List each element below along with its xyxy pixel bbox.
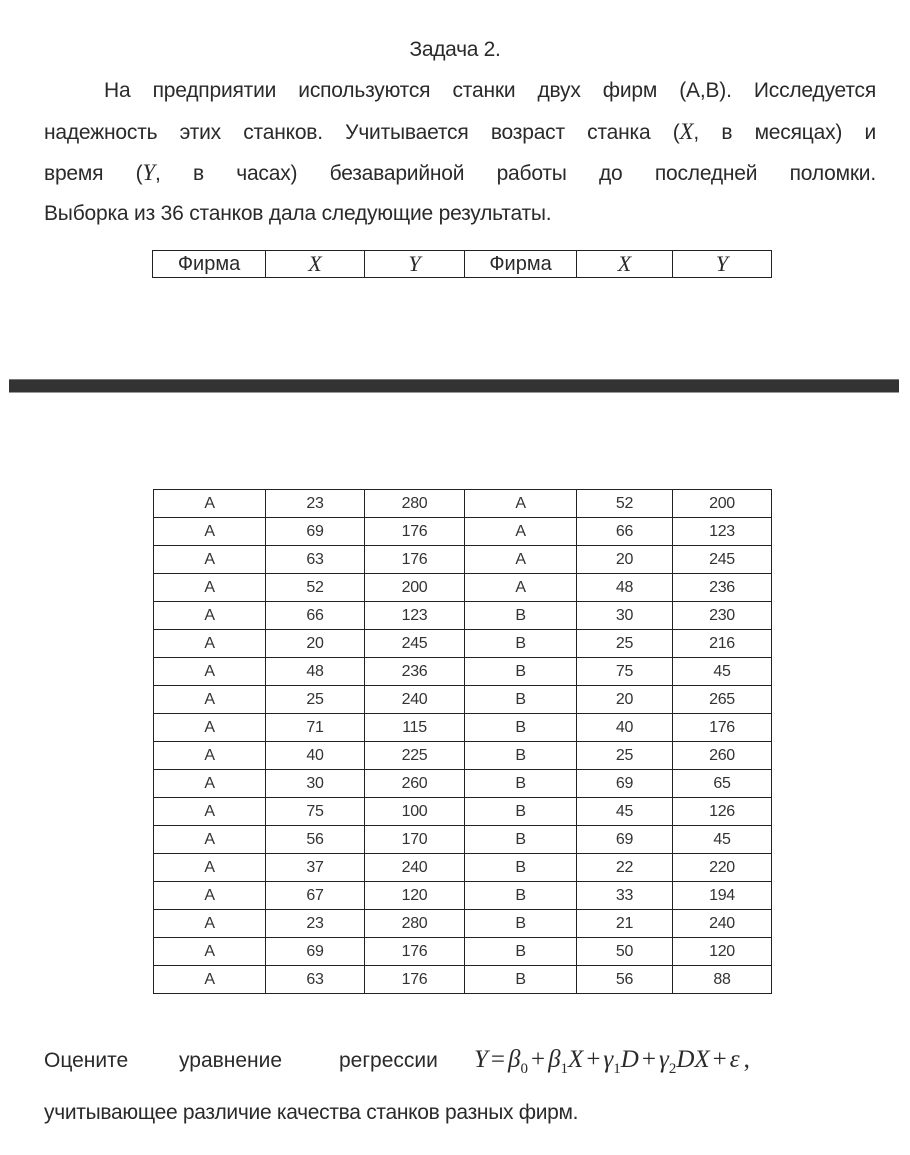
cell-x-2: 56 (577, 966, 673, 994)
header-x-1: X (266, 251, 365, 278)
table-row (154, 826, 772, 854)
cell-y-2: 200 (673, 490, 772, 518)
cell-y-1: 176 (365, 938, 465, 966)
cell-y-2: 236 (673, 574, 772, 602)
task-word-1: Оцените (44, 1049, 129, 1072)
data-table (153, 489, 772, 994)
cell-x-1: 71 (266, 714, 365, 742)
cell-x-1: 30 (266, 770, 365, 798)
table-row (154, 910, 772, 938)
regression-formula (474, 1046, 750, 1078)
cell-x-1: 69 (266, 518, 365, 546)
intro-line-1: На предприятии используются станки двух фирм (A,B). Исследуется (104, 79, 876, 102)
header-y-1: Y (365, 251, 465, 278)
cell-y-1: 176 (365, 966, 465, 994)
intro-line-3-a: время ( (44, 162, 143, 185)
table-row (154, 574, 772, 602)
formula-eq: = (490, 1046, 506, 1073)
task-line (44, 1046, 876, 1078)
cell-y-1: 260 (365, 770, 465, 798)
cell-firm-2: B (465, 938, 577, 966)
formula-d: D (620, 1046, 639, 1073)
separator-bar (9, 379, 899, 393)
cell-firm-1: A (154, 882, 266, 910)
intro-line-3-b: , в часах) безаварийной работы до последней поломки. (155, 162, 876, 185)
cell-x-2: 75 (577, 658, 673, 686)
cell-x-1: 48 (266, 658, 365, 686)
table-row (154, 518, 772, 546)
cell-y-1: 100 (365, 798, 465, 826)
header-x-2: X (577, 251, 673, 278)
intro-line-3 (44, 152, 876, 193)
formula-plus-4: + (712, 1046, 727, 1073)
cell-firm-2: B (465, 798, 577, 826)
cell-x-1: 37 (266, 854, 365, 882)
cell-x-2: 66 (577, 518, 673, 546)
header-y-2: Y (673, 251, 772, 278)
cell-y-2: 65 (673, 770, 772, 798)
cell-y-1: 240 (365, 686, 465, 714)
cell-y-1: 120 (365, 882, 465, 910)
cell-y-2: 45 (673, 658, 772, 686)
cell-x-1: 63 (266, 546, 365, 574)
cell-y-2: 240 (673, 910, 772, 938)
cell-firm-2: B (465, 854, 577, 882)
cell-x-1: 66 (266, 602, 365, 630)
formula-gamma1: γ (603, 1046, 614, 1073)
cell-x-2: 45 (577, 798, 673, 826)
table-row (154, 742, 772, 770)
cell-firm-1: A (154, 966, 266, 994)
cell-firm-2: B (465, 910, 577, 938)
formula-sub1: 1 (560, 1061, 569, 1077)
cell-firm-1: A (154, 742, 266, 770)
header-firm-2: Фирма (465, 251, 577, 278)
cell-x-1: 25 (266, 686, 365, 714)
formula-plus-3: + (641, 1046, 656, 1073)
cell-x-2: 40 (577, 714, 673, 742)
cell-firm-1: A (154, 770, 266, 798)
cell-y-1: 280 (365, 910, 465, 938)
cell-x-1: 20 (266, 630, 365, 658)
formula-comma: , (743, 1046, 750, 1073)
table-row (154, 546, 772, 574)
task-word-2: уравнение (179, 1049, 283, 1072)
cell-y-2: 88 (673, 966, 772, 994)
table-row (154, 630, 772, 658)
cell-x-2: 69 (577, 826, 673, 854)
formula-sub0: 0 (520, 1061, 528, 1077)
cell-x-1: 52 (266, 574, 365, 602)
cell-firm-2: B (465, 882, 577, 910)
cell-y-1: 123 (365, 602, 465, 630)
cell-firm-2: A (465, 574, 577, 602)
var-y: Y (142, 160, 156, 185)
formula-sub2: 2 (668, 1061, 677, 1077)
cell-y-1: 280 (365, 490, 465, 518)
cell-x-2: 25 (577, 742, 673, 770)
cell-x-1: 69 (266, 938, 365, 966)
cell-x-2: 20 (577, 686, 673, 714)
task-word-3: регрессии (339, 1049, 438, 1072)
cell-firm-1: A (154, 574, 266, 602)
cell-x-1: 75 (266, 798, 365, 826)
formula-plus-1: + (530, 1046, 546, 1073)
cell-firm-1: A (154, 546, 266, 574)
cell-y-1: 245 (365, 630, 465, 658)
cell-y-1: 225 (365, 742, 465, 770)
table-row (154, 658, 772, 686)
cell-y-2: 216 (673, 630, 772, 658)
cell-y-1: 176 (365, 546, 465, 574)
intro-line-2 (44, 111, 876, 152)
table-row (154, 770, 772, 798)
formula-gamma2: γ (658, 1046, 669, 1073)
formula-dx: DX (676, 1046, 710, 1073)
cell-y-1: 176 (365, 518, 465, 546)
intro-line-2-a: надежность этих станков. Учитывается возраст станка ( (44, 121, 680, 144)
cell-firm-1: A (154, 658, 266, 686)
cell-firm-1: A (154, 826, 266, 854)
cell-x-2: 25 (577, 630, 673, 658)
intro-line-4: Выборка из 36 станков дала следующие результаты. (44, 202, 552, 225)
formula-beta1: β (548, 1046, 561, 1073)
cell-firm-1: A (154, 854, 266, 882)
formula-y: Y (474, 1046, 488, 1073)
intro-line-2-b: , в месяцах) и (693, 121, 876, 144)
cell-firm-2: B (465, 742, 577, 770)
formula-beta0: β (508, 1046, 521, 1073)
cell-x-2: 20 (577, 546, 673, 574)
cell-y-1: 170 (365, 826, 465, 854)
cell-y-2: 230 (673, 602, 772, 630)
cell-y-2: 194 (673, 882, 772, 910)
cell-firm-1: A (154, 630, 266, 658)
header-row (153, 251, 772, 278)
cell-x-2: 48 (577, 574, 673, 602)
cell-x-2: 21 (577, 910, 673, 938)
cell-x-1: 23 (266, 490, 365, 518)
table-row (154, 938, 772, 966)
cell-firm-2: A (465, 490, 577, 518)
cell-x-2: 50 (577, 938, 673, 966)
cell-y-2: 265 (673, 686, 772, 714)
table-row (154, 798, 772, 826)
table-row (154, 854, 772, 882)
cell-firm-1: A (154, 490, 266, 518)
var-x: X (679, 119, 694, 144)
table-row (154, 686, 772, 714)
formula-sub1b: 1 (613, 1061, 621, 1077)
cell-firm-1: A (154, 938, 266, 966)
task-line-2: учитывающее различие качества станков разных фирм. (44, 1101, 579, 1124)
cell-x-2: 30 (577, 602, 673, 630)
cell-firm-2: B (465, 714, 577, 742)
cell-y-2: 45 (673, 826, 772, 854)
cell-y-2: 260 (673, 742, 772, 770)
cell-firm-1: A (154, 686, 266, 714)
cell-x-1: 56 (266, 826, 365, 854)
cell-y-1: 240 (365, 854, 465, 882)
cell-firm-2: B (465, 686, 577, 714)
cell-y-2: 120 (673, 938, 772, 966)
formula-x: X (568, 1046, 584, 1073)
cell-firm-2: B (465, 770, 577, 798)
cell-firm-1: A (154, 798, 266, 826)
cell-firm-1: A (154, 910, 266, 938)
cell-y-2: 126 (673, 798, 772, 826)
cell-x-1: 67 (266, 882, 365, 910)
table-row (154, 882, 772, 910)
cell-firm-1: A (154, 602, 266, 630)
header-firm-1: Фирма (153, 251, 266, 278)
cell-firm-1: A (154, 714, 266, 742)
cell-y-2: 220 (673, 854, 772, 882)
cell-firm-2: B (465, 630, 577, 658)
cell-firm-2: B (465, 658, 577, 686)
table-row (154, 490, 772, 518)
table-row (154, 966, 772, 994)
cell-x-1: 63 (266, 966, 365, 994)
cell-y-2: 245 (673, 546, 772, 574)
cell-y-1: 200 (365, 574, 465, 602)
cell-firm-1: A (154, 518, 266, 546)
task-title: Задача 2. (409, 38, 501, 61)
cell-y-1: 115 (365, 714, 465, 742)
cell-x-2: 52 (577, 490, 673, 518)
cell-firm-2: A (465, 518, 577, 546)
cell-firm-2: B (465, 826, 577, 854)
header-table (152, 250, 772, 278)
intro-paragraph (44, 70, 876, 234)
cell-x-1: 40 (266, 742, 365, 770)
table-row (154, 602, 772, 630)
cell-x-1: 23 (266, 910, 365, 938)
cell-x-2: 33 (577, 882, 673, 910)
table-row (154, 714, 772, 742)
cell-firm-2: A (465, 546, 577, 574)
formula-epsilon: ε (729, 1046, 740, 1073)
cell-y-1: 236 (365, 658, 465, 686)
cell-firm-2: B (465, 966, 577, 994)
cell-x-2: 22 (577, 854, 673, 882)
cell-firm-2: B (465, 602, 577, 630)
cell-x-2: 69 (577, 770, 673, 798)
cell-y-2: 123 (673, 518, 772, 546)
cell-y-2: 176 (673, 714, 772, 742)
formula-plus-2: + (586, 1046, 601, 1073)
